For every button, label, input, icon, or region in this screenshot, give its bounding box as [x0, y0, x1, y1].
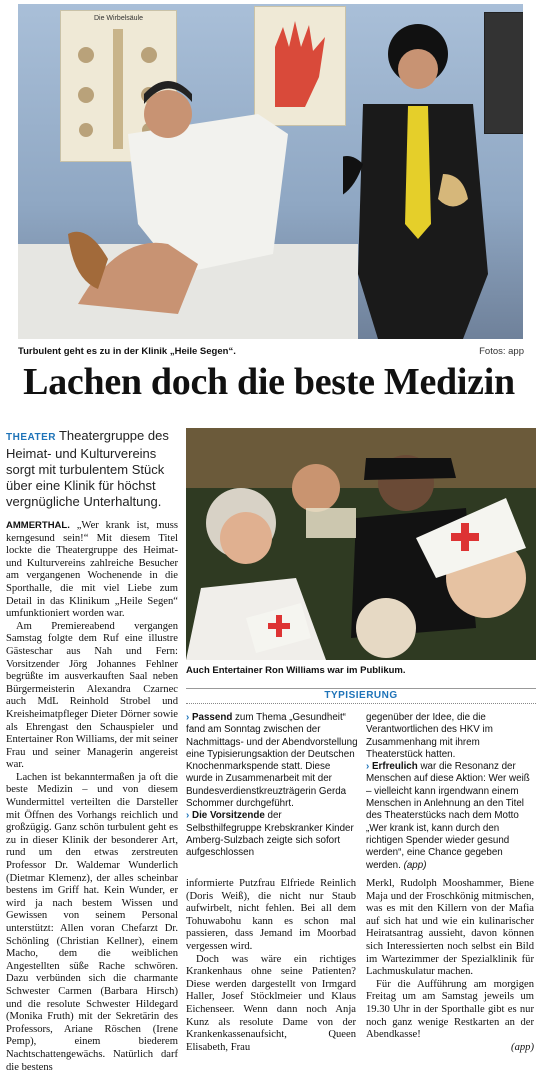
article-column-2 — [186, 878, 356, 1054]
lead-text: Theatergruppe des Heimat- und Kulturvereins sorgt mit turbulentem Stück über eine Klinik für höchst vergnügliche Unterhaltung. — [6, 428, 169, 509]
chevron-right-icon: › — [186, 712, 190, 723]
article-column-3 — [366, 878, 534, 1054]
article-signature: (app) — [511, 1041, 534, 1053]
lead-paragraph — [6, 428, 178, 510]
article-paragraph: Für die Aufführung am morgigen Freitag um am Samstag jeweils um 19.30 Uhr in der Sporthalle gibt es nur noch ganz wenige Restkarten an der Abendkasse! — [366, 978, 534, 1041]
photo1-caption: Turbulent geht es zu in der Klinik „Heile Segen“. — [18, 346, 236, 357]
dateline: AMMERTHAL. — [6, 520, 70, 531]
photo-clinic-scene — [18, 4, 523, 339]
sidebar-paragraph: › Die Vorsitzende der Selbsthilfegruppe Krebskranker Kinder Amberg-Sulzbach zeigte sich sofort aufgeschlossen — [186, 810, 354, 859]
article-paragraph: informierte Putzfrau Elfriede Reinlich (Doris Weiß), die nicht nur Staub aufwirbelt, nicht fehlen. Bei all dem Tohuwabohu kann es schon mal passieren, dass Jemand im Moorbad vergessen wird. — [186, 878, 356, 952]
photo-credit: Fotos: app — [479, 346, 524, 357]
article-paragraph: AMMERTHAL. „Wer krank ist, muss kerngesund sein!“ Mit diesem Titel lockte die Theatergruppe des Heimat- und Kulturvereins zahlreiche Besucher am vergangenen Wochenende in die Sporthalle, die mit viel Liebe zum Detail in das Klinikum „Heile Segen“ umfunktioniert worden war. — [6, 520, 178, 620]
article-column-1 — [6, 520, 178, 1074]
chevron-right-icon: › — [186, 810, 190, 822]
sidebar-column-2 — [366, 712, 534, 872]
photo2-caption: Auch Entertainer Ron Williams war im Publikum. — [186, 665, 406, 676]
lead-kicker: THEATER — [6, 432, 56, 443]
sidebar-paragraph: gegenüber der Idee, die die Verantwortlichen des HKV im Zusammenhang mit ihrem Theaterstück hatten. — [366, 712, 493, 760]
sidebar-paragraph: › Passend zum Thema „Gesundheit“ fand am Sonntag zwischen der Nachmittags- und der Abendvorstellung eine Typisierungsaktion der Deutschen Knochenmarkspende statt. Diese wurde in Zusammenarbeit mit der Bundesverdienstkreuzträgerin Gerda Schommer durchgeführt. — [186, 712, 358, 810]
doctor-figure — [58, 74, 358, 339]
sidebar-column-1 — [186, 712, 358, 860]
photo-audience — [186, 428, 536, 660]
suited-man-figure — [343, 24, 518, 339]
sidebar-paragraph: › Erfreulich war die Resonanz der Menschen auf diese Aktion: Wer weiß – vielleicht kann irgendwann einem Menschen in Anlehnung an den Titel des Theaterstücks nach dem Motto „Wer krank ist, kann durch den richtigen Spender wieder gesund werden“, eine Chance gegeben werden. (app) — [366, 761, 530, 871]
sidebar-title: TYPISIERUNG — [186, 688, 536, 704]
headline: Lachen doch die beste Medizin — [23, 361, 515, 403]
article-paragraph: Lachen ist bekanntermaßen ja oft die beste Medizin – und von diesem Wundermittel verteilten die Darsteller mit Öffnen des Vorhangs reichlich und großzügig. Ganz schön turbulent geht es zu in dieser Klinik der besonderer Art, rund um den etwas zerstreuten Professor Dr. Waldemar Wunderlich (Dietmar Klemenz), der alles scheinbar bestens im Griff hat. Kein Wunder, er wird ja nach bestem Wissen und Gewissen von seinem Personal unterstützt: Allen voran Chefarzt Dr. Schönling (Christian Kellner), einem Macho, dem die weiblichen Angestellten süße Rache schwören. Dazu verbünden sich die charmante Schwester Carmen (Barbara Hirsch) und die resolute Schwester Hildegard (Monika Fruth) mit der Sekretärin des Professors, Ariane Röschen (Irene Pemp), einem biederem Nachtschattengewächs. Natürlich darf die bestens — [6, 771, 178, 1073]
article-paragraph: Doch was wäre ein richtiges Krankenhaus ohne seine Patienten? Diese werden dargestellt von Irmgard Haller, Josef Stöcklmeier und Klaus Eichenseer. Wenn dann noch Anja Kunz als resolute Dame von der Krankenkassenaufsicht, Queen Elisabeth, Frau — [186, 953, 356, 1053]
article-paragraph: Am Premiereabend vergangen Samstag folgte dem Ruf eine illustre Gästeschar aus Nah und Fern: Vorsitzender Jörg Johannes Fehlner begrüßte im ausverkauften Saal neben Bürgermeisterin Alexandra Czarnec auch MdL Reinhold Strobel und Kreisheimatpfleger Dieter Dörner sowie als Ehrengast den Schauspieler und Entertainer Ron Williams, der mit seiner Frau und seiner Managerin angereist war. — [6, 620, 178, 771]
article-paragraph: Merkl, Rudolph Mooshammer, Biene Maja und der Froschkönig mitmischen, was es mit den Killern von der Mafia auf sich hat und wie ein kulinarischer Heiratsantrag aussieht, davon können sich Interessierten noch selbst ein Bild im Wartezimmer der Spezialklinik für Lachmuskulatur machen. — [366, 878, 534, 978]
chevron-right-icon: › — [366, 761, 370, 773]
anatomy-chart-title: Die Wirbelsäule — [93, 15, 144, 22]
